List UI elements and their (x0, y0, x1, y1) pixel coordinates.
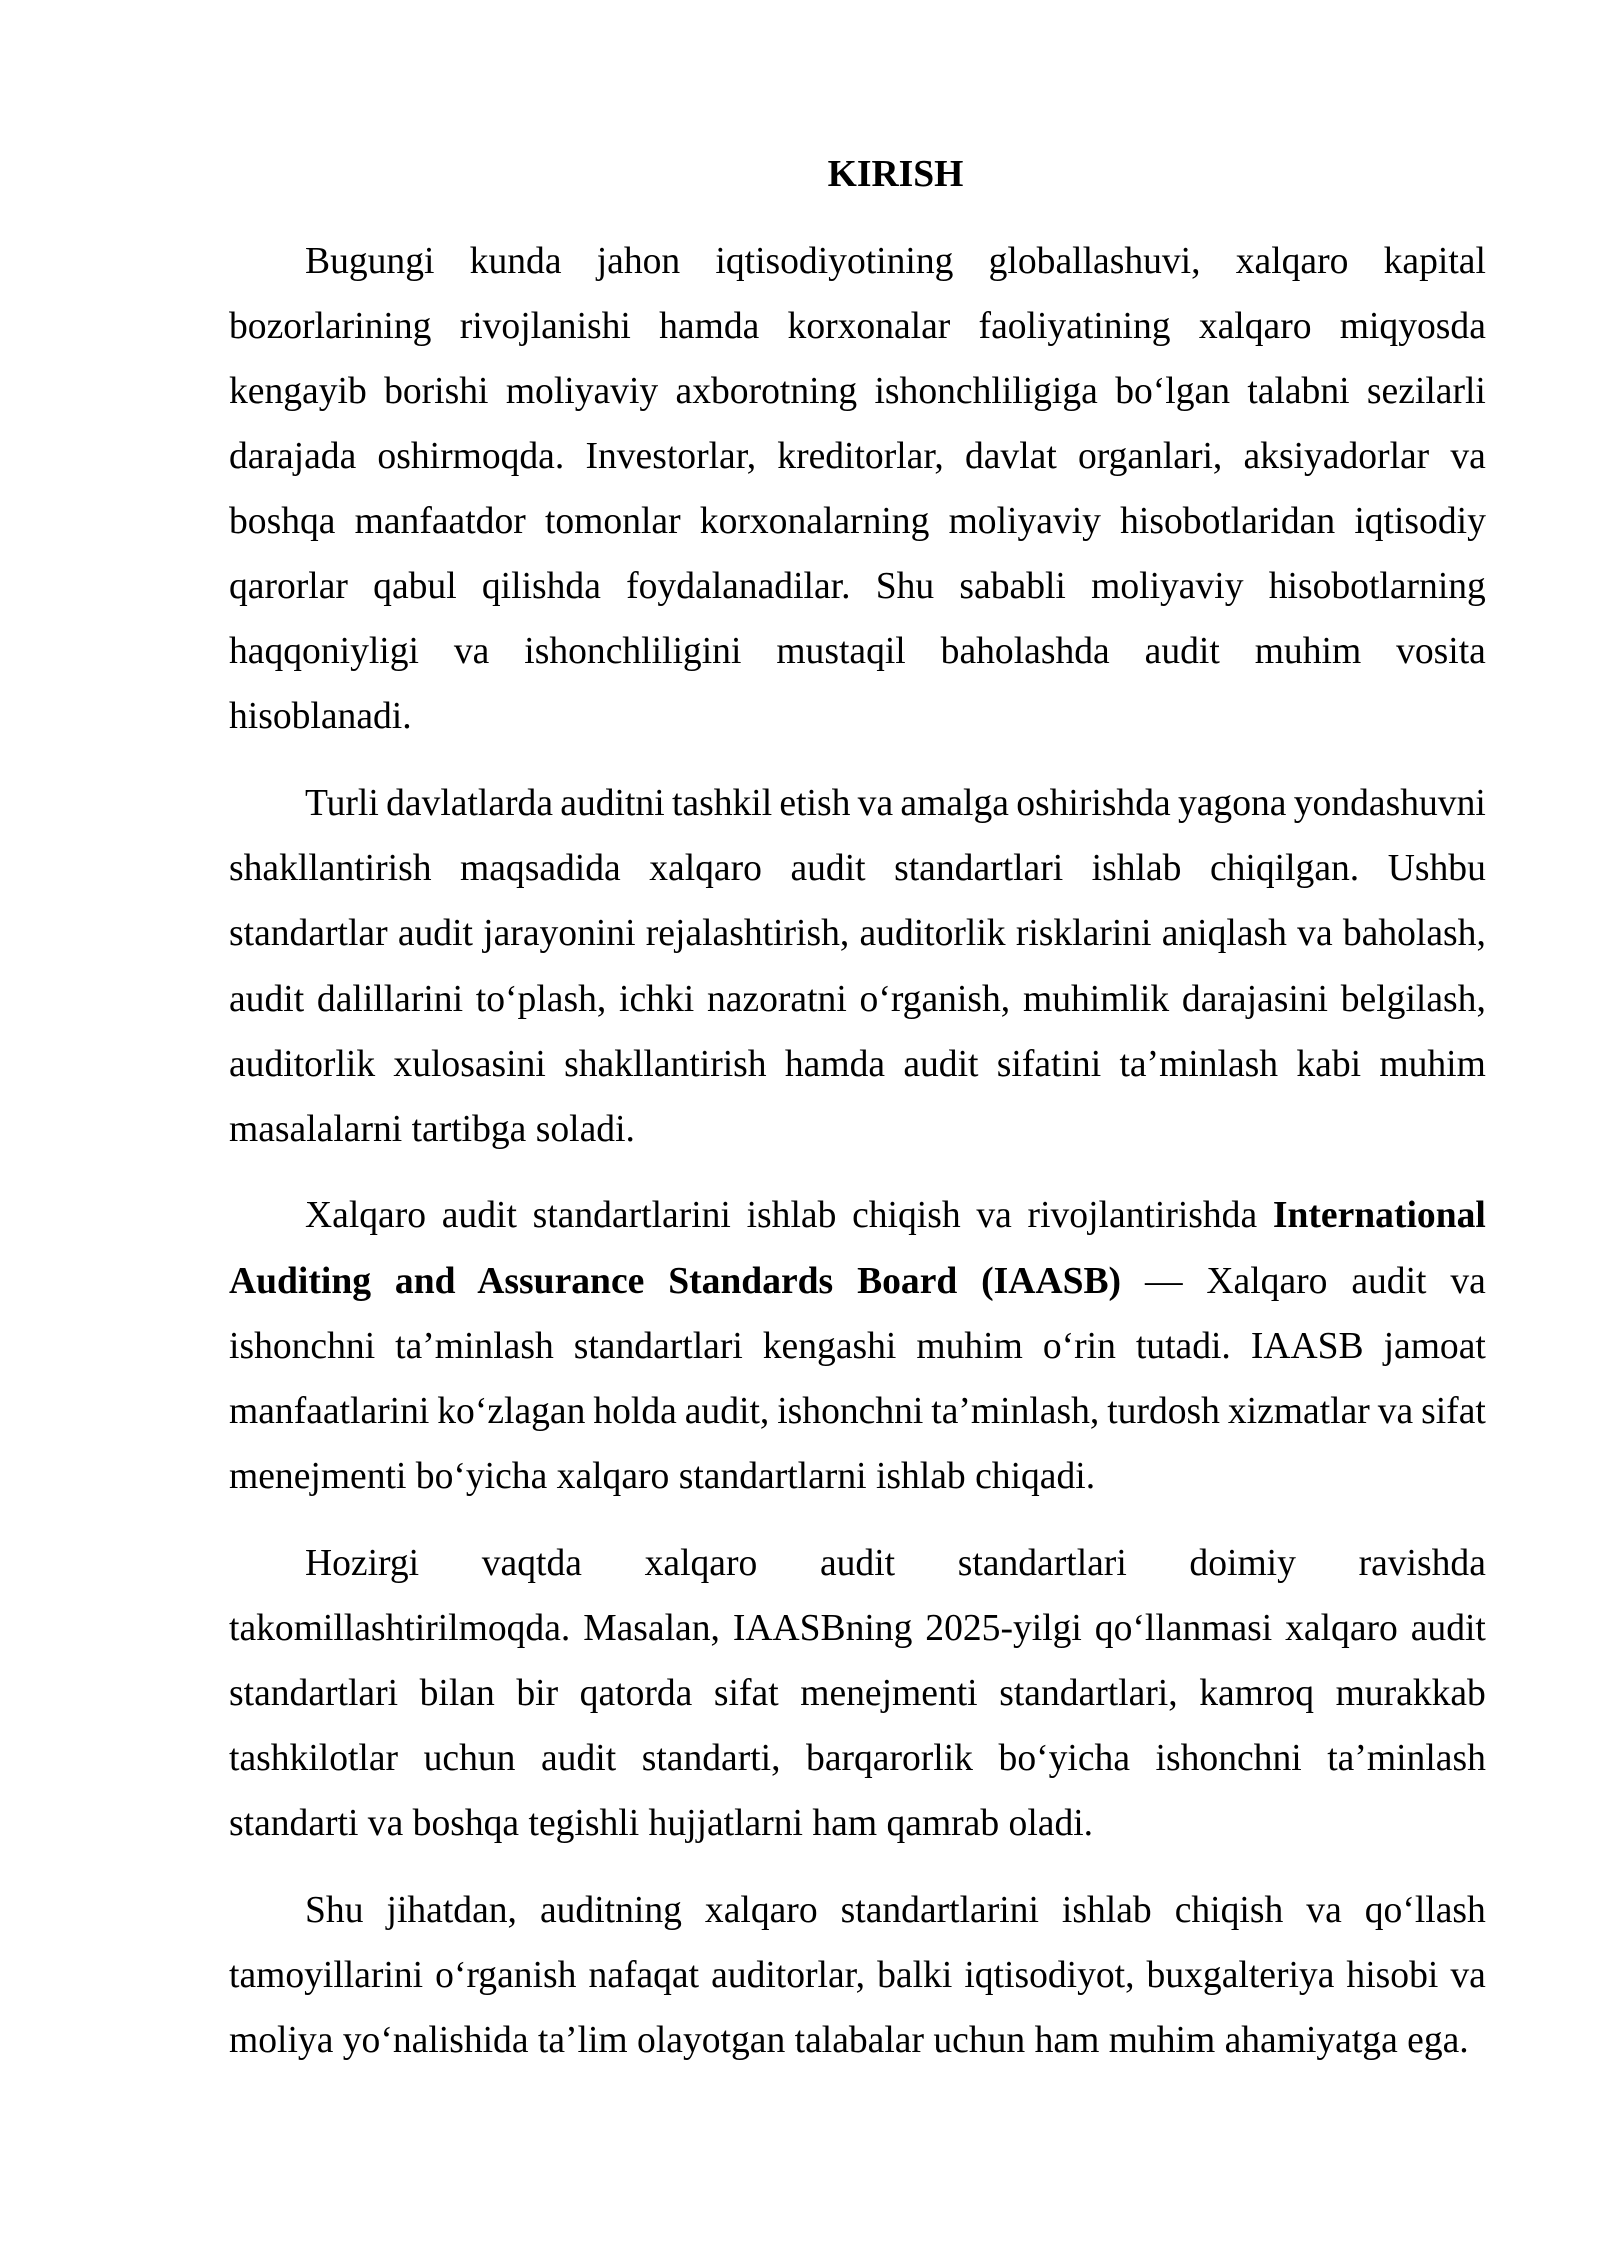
body-paragraph (229, 229, 1486, 750)
body-paragraph (229, 771, 1486, 1162)
paragraph-line: standartlar audit jarayonini rejalashtirish, auditorlik risklarini aniqlash va baholash, (229, 913, 1486, 955)
paragraph-line: boshqa manfaatdor tomonlar korxonalarning moliyaviy hisobotlaridan iqtisodiy (229, 501, 1486, 543)
line-text: Xalqaro audit standartlarini ishlab chiqish va rivojlantirishda (305, 1195, 1273, 1237)
paragraph-line: Hozirgi vaqtda xalqaro audit standartlari doimiy ravishda (305, 1542, 1486, 1584)
section-title: KIRISH (827, 154, 964, 195)
bold-text: Auditing and Assurance Standards Board (IAASB) (229, 1260, 1122, 1302)
paragraph-line: standarti va boshqa tegishli hujjatlarni ham qamrab oladi. (229, 1803, 1094, 1844)
paragraph-line: darajada oshirmoqda. Investorlar, kreditorlar, davlat organlari, aksiyadorlar va (229, 436, 1486, 478)
paragraph-line: masalalarni tartibga soladi. (229, 1108, 635, 1150)
paragraph-line: hisoblanadi. (229, 696, 412, 738)
body-paragraph (229, 1531, 1486, 1856)
paragraph-line: moliya yo‘nalishida ta’lim olayotgan talabalar uchun ham muhim ahamiyatga ega. (229, 2019, 1469, 2061)
paragraph-line: menejmenti bo‘yicha xalqaro standartlarni ishlab chiqadi. (229, 1455, 1096, 1497)
paragraph-line: manfaatlarini ko‘zlagan holda audit, ishonchni ta’minlash, turdosh xizmatlar va sifat (229, 1390, 1486, 1432)
paragraph-line: standartlari bilan bir qatorda sifat menejmenti standartlari, kamroq murakkab (229, 1672, 1486, 1714)
paragraph-line: auditorlik xulosasini shakllantirish hamda audit sifatini ta’minlash kabi muhim (229, 1043, 1486, 1085)
paragraph-line: audit dalillarini to‘plash, ichki nazoratni o‘rganish, muhimlik darajasini belgilash, (229, 978, 1486, 1020)
paragraph-line: qarorlar qabul qilishda foydalanadilar. Shu sababli moliyaviy hisobotlarning (229, 566, 1486, 608)
paragraph-line: kengayib borishi moliyaviy axborotning ishonchliligiga bo‘lgan talabni sezilarli (229, 370, 1486, 412)
paragraph-line (229, 1249, 1486, 1314)
paragraph-line (229, 1183, 1486, 1248)
paragraph-line: Bugungi kunda jahon iqtisodiyotining globallashuvi, xalqaro kapital (305, 240, 1486, 282)
paragraph-line: haqqoniyligi va ishonchliligini mustaqil baholashda audit muhim vosita (229, 631, 1486, 673)
bold-text: International (1272, 1195, 1486, 1237)
paragraph-line: takomillashtirilmoqda. Masalan, IAASBning 2025-yilgi qo‘llanmasi xalqaro audit (229, 1607, 1486, 1649)
paragraph-line: bozorlarining rivojlanishi hamda korxonalar faoliyatining xalqaro miqyosda (229, 305, 1486, 347)
document-body (229, 142, 1486, 2095)
paragraph-line: tamoyillarini o‘rganish nafaqat auditorlar, balki iqtisodiyot, buxgalteriya hisobi va (229, 1954, 1486, 1996)
paragraph-line: shakllantirish maqsadida xalqaro audit standartlari ishlab chiqilgan. Ushbu (229, 848, 1486, 890)
paragraph-line: ishonchni ta’minlash standartlari kengashi muhim o‘rin tutadi. IAASB jamoat (229, 1325, 1486, 1367)
body-paragraph (229, 1878, 1486, 2073)
line-text: — Xalqaro audit va (1121, 1260, 1486, 1302)
paragraph-line: Shu jihatdan, auditning xalqaro standartlarini ishlab chiqish va qo‘llash (305, 1889, 1486, 1931)
paragraph-line: Turli davlatlarda auditni tashkil etish va amalga oshirishda yagona yondashuvni (305, 783, 1486, 825)
paragraph-line: tashkilotlar uchun audit standarti, barqarorlik bo‘yicha ishonchni ta’minlash (229, 1737, 1486, 1779)
body-paragraph (229, 1183, 1486, 1508)
